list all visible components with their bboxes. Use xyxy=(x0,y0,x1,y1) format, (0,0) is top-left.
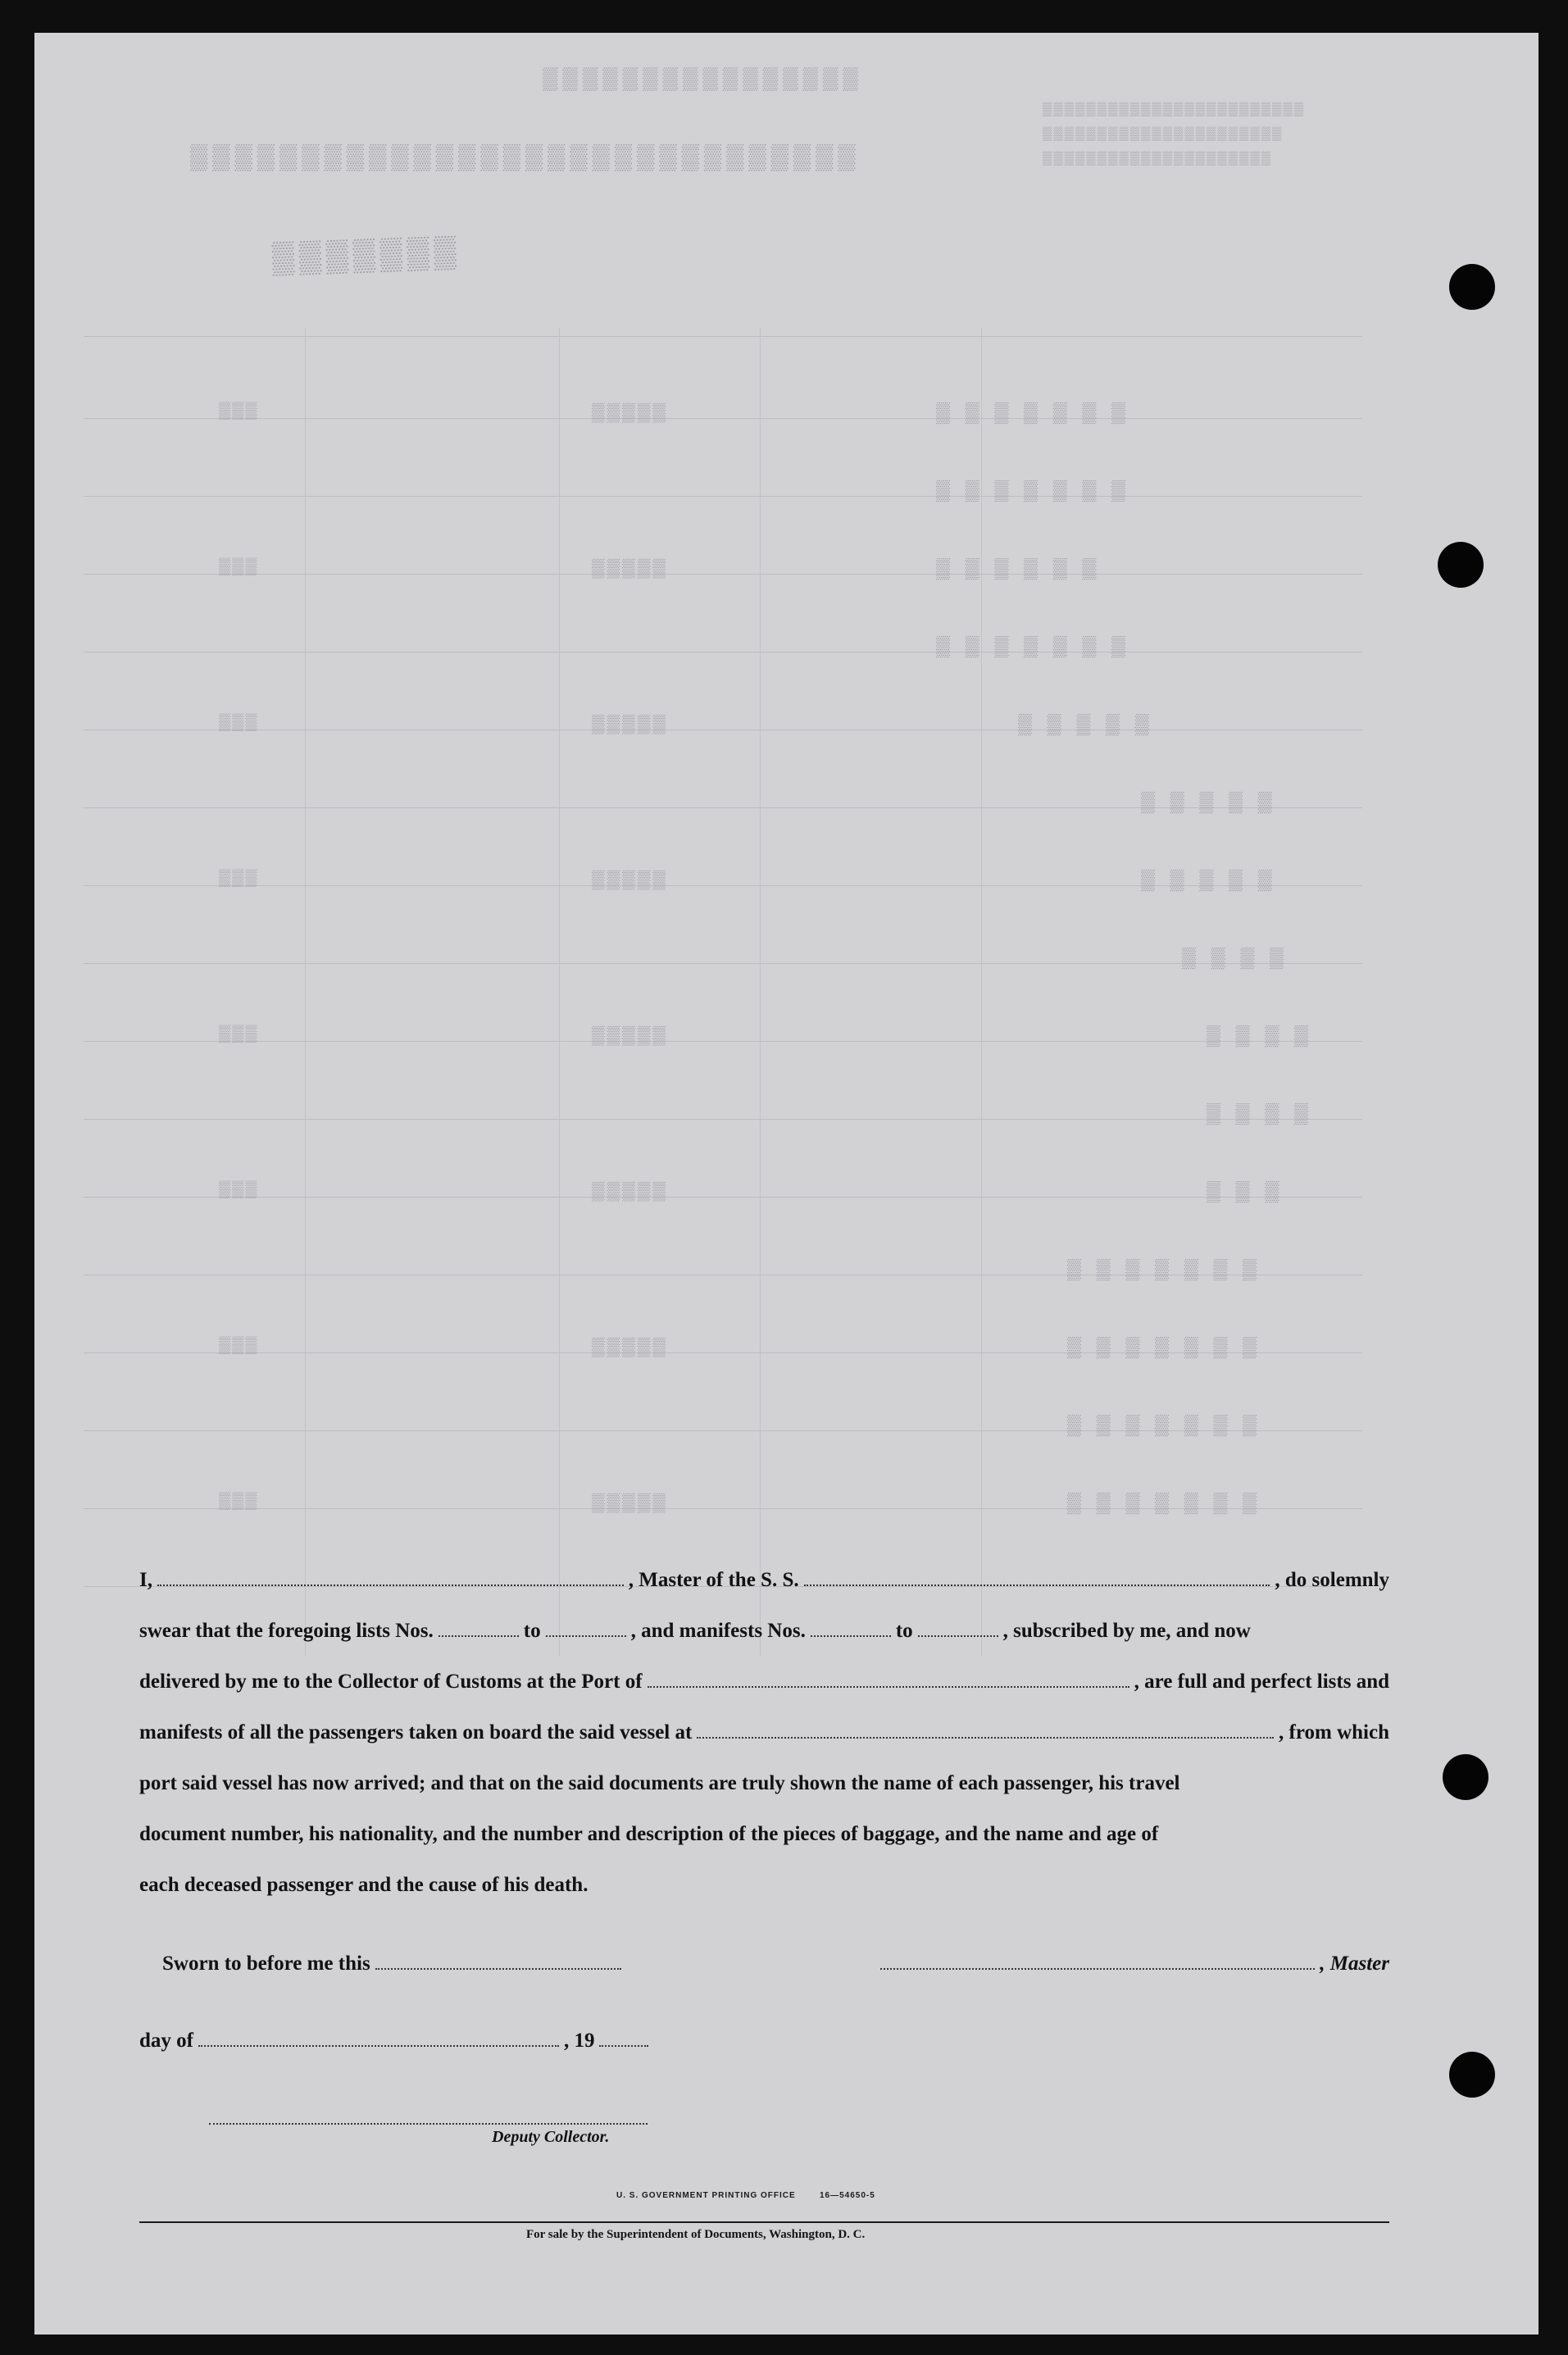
oath-line-6 xyxy=(139,1823,1389,1846)
port-field[interactable] xyxy=(648,1685,1129,1688)
oath-line-3 xyxy=(139,1671,1389,1694)
embark-port-field[interactable] xyxy=(697,1736,1274,1739)
day-of-line xyxy=(139,2030,672,2053)
printing-office: U. S. GOVERNMENT PRINTING OFFICE xyxy=(616,2191,796,2200)
for-sale-notice: For sale by the Superintendent of Documents, Washington, D. C. xyxy=(526,2228,866,2241)
master-signature-field[interactable] xyxy=(880,1967,1315,1970)
punch-hole xyxy=(1449,2052,1495,2098)
form-code: 16—54650-5 xyxy=(820,2191,875,2200)
oath-master-of-ss: , Master of the S. S. xyxy=(628,1569,799,1591)
deputy-signature-field[interactable] xyxy=(209,2123,648,2125)
oath-subscribed: , subscribed by me, and now xyxy=(1002,1620,1251,1642)
manifest-page: ▒▒▒▒▒▒▒▒▒▒▒▒▒▒▒▒ ▒▒▒▒▒▒▒▒▒▒▒▒▒▒▒▒▒▒▒▒▒▒▒▒▒▒▒▒▒▒ ▒▒▒▒▒▒▒ ▒▒▒▒▒▒▒▒▒▒▒▒▒▒▒▒▒▒▒▒▒▒▒▒ ▒▒▒▒▒▒▒▒▒▒▒▒▒▒▒▒▒▒▒▒▒▒ ▒▒▒▒▒▒▒▒▒▒▒▒▒▒▒▒▒▒▒▒▒ ▒ ▒ ▒ ▒ ▒ ▒ ▒ ▒ ▒ ▒ ▒ ▒ ▒ ▒ ▒ ▒ ▒ ▒ ▒ ▒ ▒ ▒ ▒ ▒ ▒ ▒ ▒ ▒ ▒ ▒ ▒ ▒ ▒ ▒ ▒ ▒ ▒ ▒ ▒ ▒ ▒ ▒ ▒ ▒ ▒ ▒ ▒ ▒ ▒ ▒ ▒ ▒ ▒ ▒ ▒ ▒ ▒ ▒ ▒ ▒ ▒ ▒ ▒ ▒ ▒ ▒ ▒ ▒ ▒ ▒ ▒ ▒ ▒ ▒ ▒ ▒ ▒ ▒ ▒ ▒ ▒ ▒ ▒ ▒ ▒ ▒▒▒▒▒ ▒▒▒▒▒ ▒▒▒▒▒ ▒▒▒▒▒ ▒▒▒▒▒ ▒▒▒▒▒ ▒▒▒▒▒ ▒▒▒▒▒ ▒▒▒ ▒▒▒ ▒▒▒ ▒▒▒ ▒▒▒ ▒▒▒ ▒▒▒ ▒▒▒ xyxy=(34,33,1538,2335)
punch-hole xyxy=(1438,542,1484,588)
oath-do-solemnly: , do solemnly xyxy=(1275,1569,1390,1591)
sworn-label: Sworn to before me this xyxy=(162,1953,370,1975)
oath-to: to xyxy=(523,1620,541,1642)
manifests-to-field[interactable] xyxy=(918,1634,998,1637)
year-prefix: , 19 xyxy=(563,2030,595,2052)
oath-line-2 xyxy=(139,1620,1389,1643)
oath-text-5: port said vessel has now arrived; and that on the said documents are truly shown the name of each passenger, his travel xyxy=(139,1772,1180,1794)
master-label: , Master xyxy=(1320,1953,1389,1975)
oath-line-1 xyxy=(139,1569,1389,1592)
punch-hole xyxy=(1443,1754,1488,1800)
manifests-from-field[interactable] xyxy=(811,1634,891,1637)
oath-delivered: delivered by me to the Collector of Customs at the Port of xyxy=(139,1671,643,1693)
punch-hole xyxy=(1449,264,1495,310)
oath-i: I, xyxy=(139,1569,152,1591)
footer-rule xyxy=(139,2221,1389,2223)
oath-line-4 xyxy=(139,1721,1389,1744)
oath-full-lists: , are full and perfect lists and xyxy=(1134,1671,1389,1693)
oath-text-6: document number, his nationality, and the number and description of the pieces of baggage, and the name and age of xyxy=(139,1823,1159,1845)
day-of-field[interactable] xyxy=(198,2044,559,2047)
oath-from-which: , from which xyxy=(1279,1721,1389,1744)
oath-manifests-all: manifests of all the passengers taken on board the said vessel at xyxy=(139,1721,693,1744)
sworn-line xyxy=(162,1953,1389,1975)
oath-lists-nos: swear that the foregoing lists Nos. xyxy=(139,1620,434,1642)
year-field[interactable] xyxy=(599,2044,648,2047)
lists-to-field[interactable] xyxy=(546,1634,626,1637)
oath-text-7: each deceased passenger and the cause of his death. xyxy=(139,1874,589,1896)
oath-line-5 xyxy=(139,1772,1389,1795)
lists-from-field[interactable] xyxy=(439,1634,519,1637)
oath-line-7 xyxy=(139,1874,1389,1897)
deputy-collector-label: Deputy Collector. xyxy=(492,2128,610,2146)
sworn-date-field[interactable] xyxy=(375,1967,621,1970)
ship-name-field[interactable] xyxy=(804,1584,1270,1586)
oath-manifests-nos: , and manifests Nos. xyxy=(630,1620,806,1642)
oath-to-2: to xyxy=(895,1620,913,1642)
master-name-field[interactable] xyxy=(157,1584,624,1586)
day-of-label: day of xyxy=(139,2030,193,2052)
